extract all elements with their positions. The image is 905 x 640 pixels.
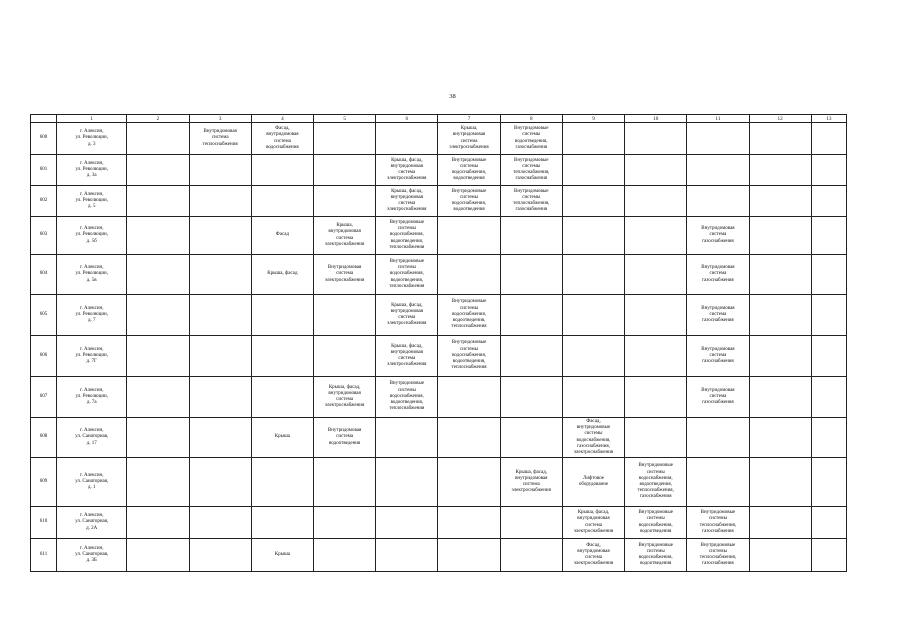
address-cell: г. Алексин, ул. Санаторная, д. 3Б (57, 539, 127, 572)
work-cell (127, 155, 189, 186)
column-header: 8 (500, 115, 562, 123)
table-row (31, 418, 847, 458)
work-cell (127, 418, 189, 458)
work-cell: Внутридомовые системы теплоснабжения, газоснабжения (500, 186, 562, 217)
work-cell (251, 295, 313, 336)
work-cell: Внутридомовые системы водоснабжения, водоотведения, теплоснабжения (376, 377, 438, 418)
work-cell (127, 186, 189, 217)
column-header: 10 (625, 115, 687, 123)
header-row (31, 115, 847, 123)
work-cell (189, 418, 251, 458)
work-cell (251, 186, 313, 217)
work-cell: Внутридомовые системы водоснабжения, водоотведения, теплоснабжения (376, 255, 438, 295)
work-cell (562, 336, 624, 377)
work-cell: Внутридомовая система газоснабжения (687, 217, 749, 255)
work-cell: Крыша, фасад, внутридомовая система электроснабжения (376, 295, 438, 336)
work-cell (625, 418, 687, 458)
table-row (31, 255, 847, 295)
column-header: 11 (687, 115, 749, 123)
work-cell (811, 418, 846, 458)
work-cell (438, 458, 500, 507)
page-number: 38 (449, 93, 456, 100)
work-cell: Крыша, внутридомовая система электроснабжения (314, 217, 376, 255)
work-cell (687, 418, 749, 458)
work-cell (314, 458, 376, 507)
work-cell (562, 123, 624, 155)
row-number: 608 (31, 418, 57, 458)
work-cell (749, 217, 811, 255)
work-cell (811, 458, 846, 507)
row-number: 604 (31, 255, 57, 295)
work-cell (500, 295, 562, 336)
work-cell: Крыша (251, 418, 313, 458)
address-cell: г. Алексин, ул. Санаторная, д. 1 (57, 458, 127, 507)
row-number: 601 (31, 155, 57, 186)
work-cell (189, 155, 251, 186)
column-header: 12 (749, 115, 811, 123)
work-cell (562, 155, 624, 186)
column-header: 1 (57, 115, 127, 123)
work-cell (376, 507, 438, 539)
work-cell (625, 155, 687, 186)
address-cell: г. Алексин, ул. Революции, д. 3 (57, 123, 127, 155)
work-cell: Крыша, фасад, внутридомовая система электроснабжения (376, 186, 438, 217)
row-number: 605 (31, 295, 57, 336)
work-cell (811, 539, 846, 572)
work-cell: Крыша, внутридомовая система электроснабжения (438, 123, 500, 155)
column-header: 7 (438, 115, 500, 123)
work-cell (314, 186, 376, 217)
work-cell (189, 217, 251, 255)
work-cell (127, 377, 189, 418)
work-cell (625, 295, 687, 336)
table-row (31, 217, 847, 255)
work-cell (127, 539, 189, 572)
work-cell: Внутридомовые системы теплоснабжения, газоснабжения (687, 539, 749, 572)
work-cell (438, 217, 500, 255)
work-cell: Фасад, внутридомовые системы водоснабжения, газоснабжения, электроснабжения (562, 418, 624, 458)
table-row (31, 336, 847, 377)
work-cell (811, 507, 846, 539)
work-cell (500, 418, 562, 458)
work-cell: Внутридомовые системы водоснабжения, водоотведения (625, 507, 687, 539)
repair-schedule-table (30, 114, 847, 572)
row-number: 606 (31, 336, 57, 377)
work-cell: Внутридомовая система водоотведения (314, 418, 376, 458)
column-header: 2 (127, 115, 189, 123)
work-cell: Лифтовое оборудование (562, 458, 624, 507)
work-cell: Крыша, фасад, внутридомовая система электроснабжения (376, 155, 438, 186)
work-cell (438, 255, 500, 295)
work-cell (189, 336, 251, 377)
work-cell (314, 123, 376, 155)
work-cell (127, 507, 189, 539)
work-cell (438, 507, 500, 539)
work-cell (811, 123, 846, 155)
column-header: 3 (189, 115, 251, 123)
address-cell: г. Алексин, ул. Революции, д. 7Г (57, 336, 127, 377)
work-cell (687, 123, 749, 155)
work-cell (314, 336, 376, 377)
work-cell: Внутридомовая система газоснабжения (687, 295, 749, 336)
address-cell: г. Алексин, ул. Революции, д. 5в (57, 255, 127, 295)
work-cell: Внутридомовая система теплоснабжения (189, 123, 251, 155)
work-cell (687, 458, 749, 507)
work-cell (749, 123, 811, 155)
work-cell (749, 155, 811, 186)
work-cell (314, 539, 376, 572)
work-cell (189, 507, 251, 539)
work-cell: Внутридомовые системы водоснабжения, водоотведения, теплоснабжения (376, 217, 438, 255)
work-cell (562, 186, 624, 217)
work-cell: Внутридомовые системы водоснабжения, водоотведения, теплоснабжения, газоснабжения (625, 458, 687, 507)
work-cell (189, 377, 251, 418)
work-cell: Внутридомовая система газоснабжения (687, 255, 749, 295)
work-cell (749, 458, 811, 507)
work-cell (127, 458, 189, 507)
work-cell (500, 336, 562, 377)
row-number: 609 (31, 458, 57, 507)
work-cell (314, 155, 376, 186)
work-cell (500, 217, 562, 255)
work-cell (251, 155, 313, 186)
work-cell (625, 255, 687, 295)
table-row (31, 539, 847, 572)
work-cell (127, 217, 189, 255)
work-cell (811, 155, 846, 186)
work-cell: Внутридомовая система газоснабжения (687, 336, 749, 377)
row-number: 610 (31, 507, 57, 539)
work-cell (189, 539, 251, 572)
work-cell (562, 295, 624, 336)
work-cell (251, 507, 313, 539)
work-cell (749, 418, 811, 458)
table-row (31, 123, 847, 155)
work-cell (811, 217, 846, 255)
work-cell (314, 295, 376, 336)
work-cell: Крыша, фасад, внутридомовая система электроснабжения (314, 377, 376, 418)
work-cell (749, 255, 811, 295)
address-cell: г. Алексин, ул. Революции, д. 5б (57, 217, 127, 255)
table-row (31, 155, 847, 186)
column-header-corner (31, 115, 57, 123)
work-cell (251, 336, 313, 377)
work-cell (127, 255, 189, 295)
address-cell: г. Алексин, ул. Санаторная, д. 17 (57, 418, 127, 458)
row-number: 600 (31, 123, 57, 155)
address-cell: г. Алексин, ул. Санаторная, д. 2А (57, 507, 127, 539)
work-cell (500, 507, 562, 539)
work-cell: Внутридомовые системы водоснабжения, водоотведения (438, 186, 500, 217)
work-cell (749, 539, 811, 572)
work-cell: Крыша, фасад, внутридомовая система электроснабжения (376, 336, 438, 377)
work-cell (127, 123, 189, 155)
work-cell (625, 186, 687, 217)
column-header: 13 (811, 115, 846, 123)
work-cell (376, 539, 438, 572)
work-cell: Внутридомовые системы теплоснабжения, газоснабжения (500, 155, 562, 186)
row-number: 607 (31, 377, 57, 418)
work-cell (749, 186, 811, 217)
work-cell (811, 377, 846, 418)
table-row (31, 377, 847, 418)
work-cell (811, 186, 846, 217)
work-cell (189, 458, 251, 507)
work-cell (500, 539, 562, 572)
work-cell: Внутридомовые системы водоснабжения, водоотведения (438, 155, 500, 186)
row-number: 603 (31, 217, 57, 255)
row-number: 611 (31, 539, 57, 572)
work-cell (811, 336, 846, 377)
work-cell (189, 295, 251, 336)
work-cell (749, 295, 811, 336)
work-cell (438, 539, 500, 572)
column-header: 4 (251, 115, 313, 123)
work-cell (500, 377, 562, 418)
work-cell (749, 507, 811, 539)
work-cell (562, 217, 624, 255)
work-cell: Крыша, фасад (251, 255, 313, 295)
work-cell (251, 458, 313, 507)
work-cell (189, 255, 251, 295)
address-cell: г. Алексин, ул. Революции, д. 7 (57, 295, 127, 336)
work-cell: Внутридомовые системы водоснабжения, водоотведения, теплоснабжения (438, 295, 500, 336)
work-cell (625, 336, 687, 377)
work-cell (562, 255, 624, 295)
table-row (31, 295, 847, 336)
work-cell (438, 377, 500, 418)
work-cell (314, 507, 376, 539)
work-cell (189, 186, 251, 217)
table-row (31, 458, 847, 507)
row-number: 602 (31, 186, 57, 217)
work-cell (376, 418, 438, 458)
column-header: 6 (376, 115, 438, 123)
work-cell (376, 123, 438, 155)
work-cell: Внутридомовые системы водоснабжения, водоотведения, теплоснабжения (438, 336, 500, 377)
work-cell: Фасад, внутридомовая система водоснабжения (251, 123, 313, 155)
work-cell (749, 336, 811, 377)
work-cell (500, 255, 562, 295)
work-cell: Внутридомовые системы теплоснабжения, газоснабжения (687, 507, 749, 539)
work-cell: Фасад, внутридомовая система электроснабжения (562, 539, 624, 572)
table-row (31, 507, 847, 539)
work-cell: Крыша, фасад, внутридомовая система электроснабжения (500, 458, 562, 507)
work-cell (625, 217, 687, 255)
work-cell (687, 186, 749, 217)
work-cell (562, 377, 624, 418)
work-cell (251, 377, 313, 418)
work-cell: Внутридомовые системы водоснабжения, водоотведения (625, 539, 687, 572)
work-cell (811, 295, 846, 336)
table-row (31, 186, 847, 217)
work-cell: Внутридомовая система газоснабжения (687, 377, 749, 418)
work-cell (438, 418, 500, 458)
work-cell (625, 377, 687, 418)
work-cell (811, 255, 846, 295)
work-cell (127, 295, 189, 336)
work-cell: Внутридомовые системы водоотведения, газоснабжения (500, 123, 562, 155)
work-cell: Фасад (251, 217, 313, 255)
address-cell: г. Алексин, ул. Революции, д. 5 (57, 186, 127, 217)
work-cell: Внутридомовая система электроснабжения (314, 255, 376, 295)
column-header: 5 (314, 115, 376, 123)
work-cell (127, 336, 189, 377)
work-cell: Крыша (251, 539, 313, 572)
address-cell: г. Алексин, ул. Революции, д. 7а (57, 377, 127, 418)
column-header: 9 (562, 115, 624, 123)
address-cell: г. Алексин, ул. Революции, д. 3а (57, 155, 127, 186)
work-cell (687, 155, 749, 186)
work-cell (625, 123, 687, 155)
work-cell (376, 458, 438, 507)
work-cell (749, 377, 811, 418)
work-cell: Крыша, фасад, внутридомовая система электроснабжения (562, 507, 624, 539)
